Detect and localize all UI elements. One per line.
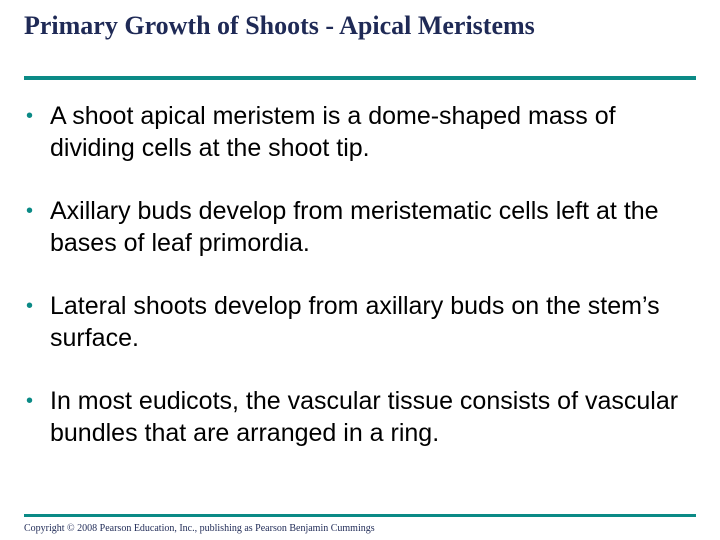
bullet-item [26,100,706,164]
bullet-item [26,385,706,449]
bullet-item [26,195,706,259]
slide-title: Primary Growth of Shoots - Apical Meristems [24,11,535,40]
bullet-text: Lateral shoots develop from axillary buds on the stem’s surface. [50,292,660,352]
bullet-item [26,290,706,354]
bullet-text: Axillary buds develop from meristematic cells left at the bases of leaf primordia. [50,197,659,257]
footer-divider [24,514,696,517]
copyright-footer: Copyright © 2008 Pearson Education, Inc., publishing as Pearson Benjamin Cummings [24,523,375,534]
bullet-text: In most eudicots, the vascular tissue consists of vascular bundles that are arranged in a ring. [50,387,679,447]
bullet-list [26,100,706,480]
bullet-text: A shoot apical meristem is a dome-shaped mass of dividing cells at the shoot tip. [50,102,616,162]
bullet-marker: • [26,295,34,317]
title-divider [24,76,696,80]
bullet-marker: • [26,200,34,222]
bullet-marker: • [26,105,34,127]
bullet-marker: • [26,390,34,412]
